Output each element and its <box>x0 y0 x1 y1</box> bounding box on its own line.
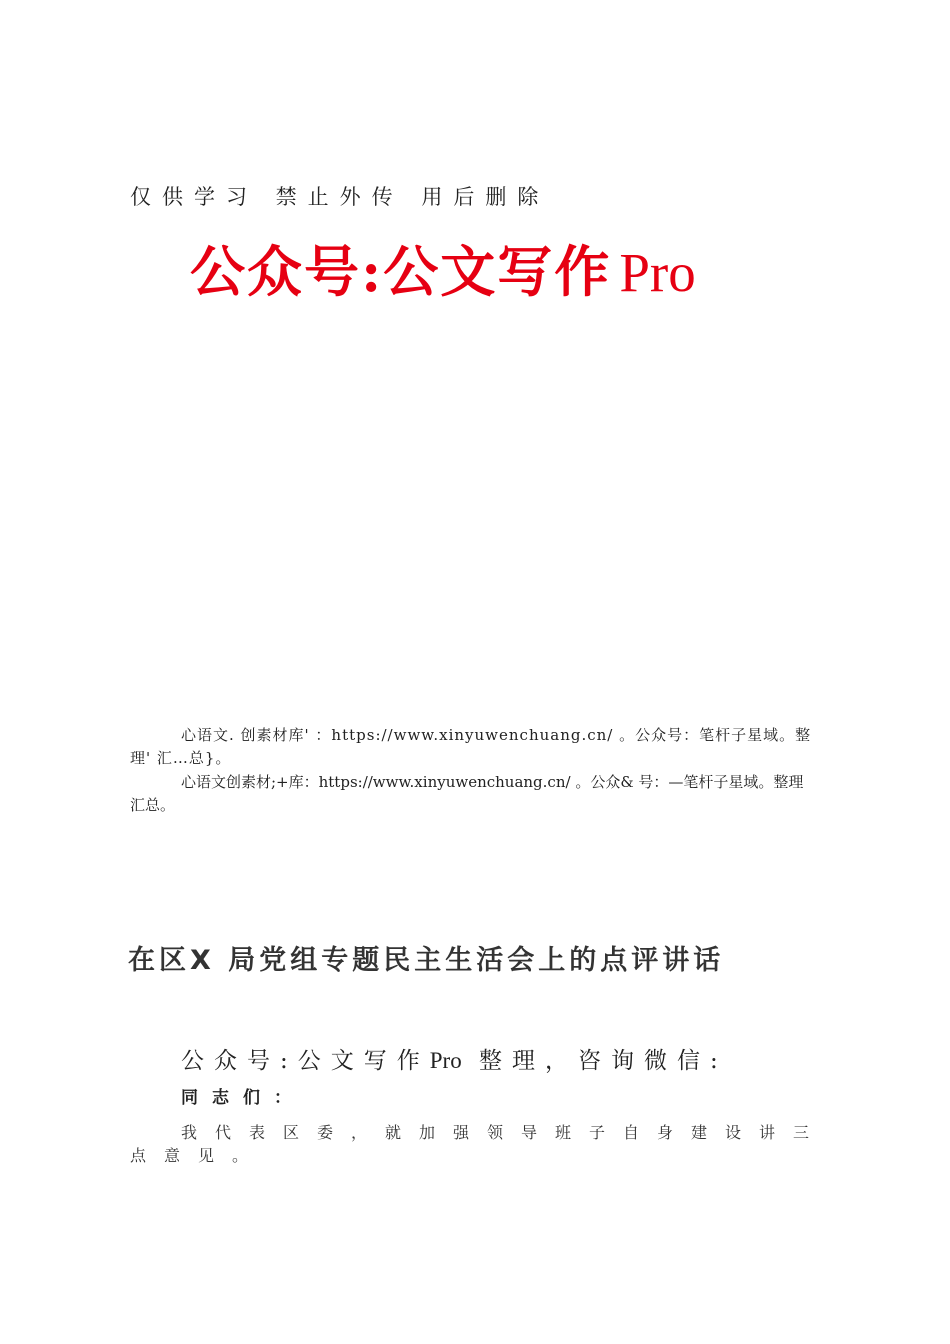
wechat-latin: Pro <box>429 1048 462 1073</box>
banner-chinese-text: 公众号:公文写作 <box>190 239 612 304</box>
wechat-account-banner <box>190 228 696 307</box>
source-line-2-continued: 汇总。 <box>130 796 176 814</box>
source-line-1: 心语文. 创素材库' ：https://www.xinyuwenchuang.cn/ 。公众号：笔杆子星域。整 <box>181 726 812 744</box>
document-title: 在区X 局党组专题民主生活会上的点评讲话 <box>128 945 725 976</box>
source-line-2: 心语文创素材;+库：https://www.xinyuwenchuang.cn/ 。公众& 号：—笔杆子星域。整理 <box>181 773 804 791</box>
banner-latin-text: Pro <box>619 242 696 303</box>
wechat-suffix: 整理，咨询微信: <box>479 1048 728 1074</box>
wechat-prefix: 公众号:公文写作 <box>181 1048 430 1074</box>
usage-notice: 仅供学习 禁止外传 用后删除 <box>130 185 550 209</box>
wechat-contact-line <box>181 1042 728 1075</box>
body-paragraph-line-2: 点意见。 <box>130 1146 267 1165</box>
greeting: 同志们： <box>181 1088 305 1108</box>
source-line-1-continued: 理' 汇…总}。 <box>130 749 232 767</box>
body-paragraph-line-1: 我代表区委，就加强领导班子自身建设讲三 <box>181 1123 828 1142</box>
